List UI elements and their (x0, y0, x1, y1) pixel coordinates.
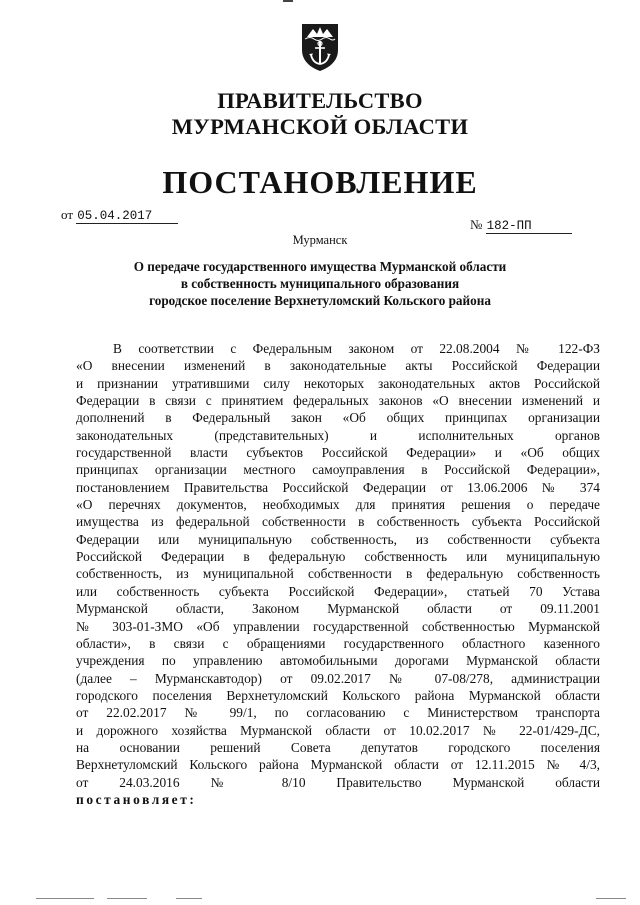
body-line: от 22.02.2017 № 99/1, по согласованию с Министерством транспорта (76, 705, 600, 721)
body-line: на основании решений Совета депутатов городского поселения (76, 739, 600, 755)
document-subject (80, 258, 560, 309)
government-name-line1: ПРАВИТЕЛЬСТВО (217, 88, 423, 113)
scan-mark (283, 0, 293, 2)
subject-line: О передаче государственного имущества Мурманской области (133, 259, 507, 274)
body-line: (далее – Мурманскавтодор) от 09.02.2017 № 07-08/278, администрации (76, 670, 600, 686)
body-line: области», в связи с обращениями государственного областного казенного (76, 635, 600, 651)
document-type-title: ПОСТАНОВЛЕНИЕ (162, 164, 478, 200)
body-line: от 24.03.2016 № 8/10 Правительство Мурманской области (76, 774, 600, 790)
subject-line: в собственность муниципального образования (180, 276, 460, 291)
body-line: государственной власти субъектов Российской Федерации» и «Об общих (76, 445, 600, 461)
body-line: и дорожного хозяйства Мурманской области от 10.02.2017 № 22-01/429-ДС, (76, 722, 600, 738)
subject-line: городское поселение Верхнетуломский Кольского района (149, 293, 491, 308)
body-line: Мурманской области, Законом Мурманской области от 09.11.2001 (76, 601, 600, 617)
government-name-line2: МУРМАНСКОЙ ОБЛАСТИ (171, 114, 469, 139)
decree-word: постановляет: (76, 791, 197, 807)
body-line: и признании утратившими силу некоторых законодательных актов Российской (76, 375, 600, 391)
city-name: Мурманск (292, 233, 348, 247)
body-line: «О перечнях документов, необходимых для принятия решения о передаче (76, 497, 600, 513)
body-line: Верхнетуломский Кольского района Мурманской области от 12.11.2015 № 4/3, (76, 757, 600, 773)
date-value: 05.04.2017 (76, 210, 178, 224)
body-line: Федерации в связи с принятием федеральных законов «О внесении изменений и (76, 393, 600, 409)
document-number (470, 217, 572, 234)
body-line: учреждения по управлению автомобильными дорогами Мурманской области (76, 653, 600, 669)
body-line: Федерации или муниципальную собственность, из собственности субъекта (76, 531, 600, 547)
body-line: дополнений в Федеральный закон «Об общих принципах организации (76, 410, 600, 426)
coat-of-arms-emblem (298, 20, 342, 72)
government-name (0, 88, 640, 140)
number-value: 182-ПП (486, 220, 572, 234)
body-line: или собственность субъекта Российской Федерации», статьей 70 Устава (76, 583, 600, 599)
body-line: Российской Федерации в федеральную собственность или муниципальную (76, 549, 600, 565)
body-line: «О внесении изменений в законодательные акты Российской Федерации (76, 358, 600, 374)
body-line: принципах организации местного самоуправления в Российской Федерации», (76, 462, 600, 478)
body-line: собственность, из муниципальной собственности в федеральную собственность (76, 566, 600, 582)
body-line: законодательных (представительных) и исполнительных органов (76, 427, 600, 443)
document-body (76, 340, 600, 808)
scan-bottom-marks (0, 898, 640, 901)
document-date (61, 207, 178, 224)
body-line: В соответствии с Федеральным законом от 22.08.2004 № 122-ФЗ (113, 341, 600, 356)
body-line: № 303-01-ЗМО «Об управлении государственной собственностью Мурманской (76, 618, 600, 634)
date-prefix: от (61, 207, 74, 222)
body-line: имущества из федеральной собственности в собственность субъекта Российской (76, 514, 600, 530)
body-line: городского поселения Верхнетуломский Кольского района Мурманской области (76, 687, 600, 703)
body-line: постановлением Правительства Российской Федерации от 13.06.2006 № 374 (76, 479, 600, 495)
number-prefix: № (470, 217, 483, 232)
